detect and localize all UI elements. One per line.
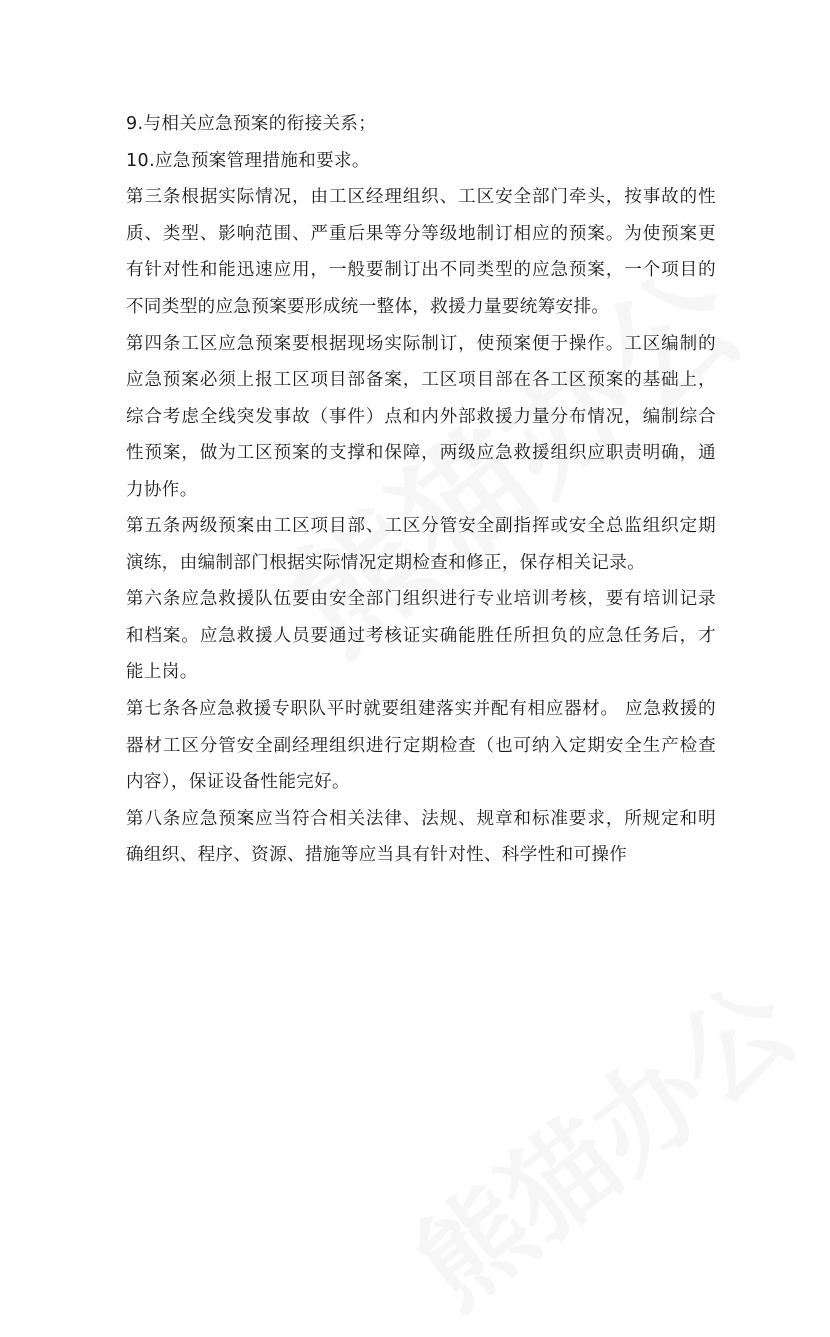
article-5: 第五条两级预案由工区项目部、工区分管安全副指挥或安全总监组织定期演练，由编制部门根据实际情况定期检查和修正，保存相关记录。	[126, 516, 716, 573]
document-body	[126, 106, 716, 874]
article-6: 第六条应急救援队伍要由安全部门组织进行专业培训考核，要有培训记录和档案。应急救援人员要通过考核证实确能胜任所担负的应急任务后，才能上岗。	[126, 589, 716, 683]
watermark	[378, 941, 822, 1336]
article-7: 第七条各应急救援专职队平时就要组建落实并配有相应器材。 应急救援的器材工区分管安全副经理组织进行定期检查（也可纳入定期安全生产检查内容），保证设备性能完好。	[126, 699, 716, 793]
list-item-9: 9.与相关应急预案的衔接关系；	[126, 114, 377, 134]
article-3: 第三条根据实际情况，由工区经理组织、工区安全部门牵头，按事故的性质、类型、影响范围、严重后果等分等级地制订相应的预案。为使预案更有针对性和能迅速应用，一般要制订出不同类型的应急预案，一个项目的不同类型的应急预案要形成统一整体，救援力量要统筹安排。	[126, 187, 716, 317]
article-8: 第八条应急预案应当符合相关法律、法规、规章和标准要求，所规定和明确组织、程序、资源、措施等应当具有针对性、科学性和可操作	[126, 808, 716, 866]
article-4: 第四条工区应急预案要根据现场实际制订，使预案便于操作。工区编制的应急预案必须上报工区项目部备案，工区项目部在各工区预案的基础上，综合考虑全线突发事故（事件）点和内外部救援力量分布情况，编制综合性预案，做为工区预案的支撑和保障，两级应急救援组织应职责明确，通力协作。	[126, 333, 716, 500]
list-item-10: 10.应急预案管理措施和要求。	[126, 150, 370, 171]
